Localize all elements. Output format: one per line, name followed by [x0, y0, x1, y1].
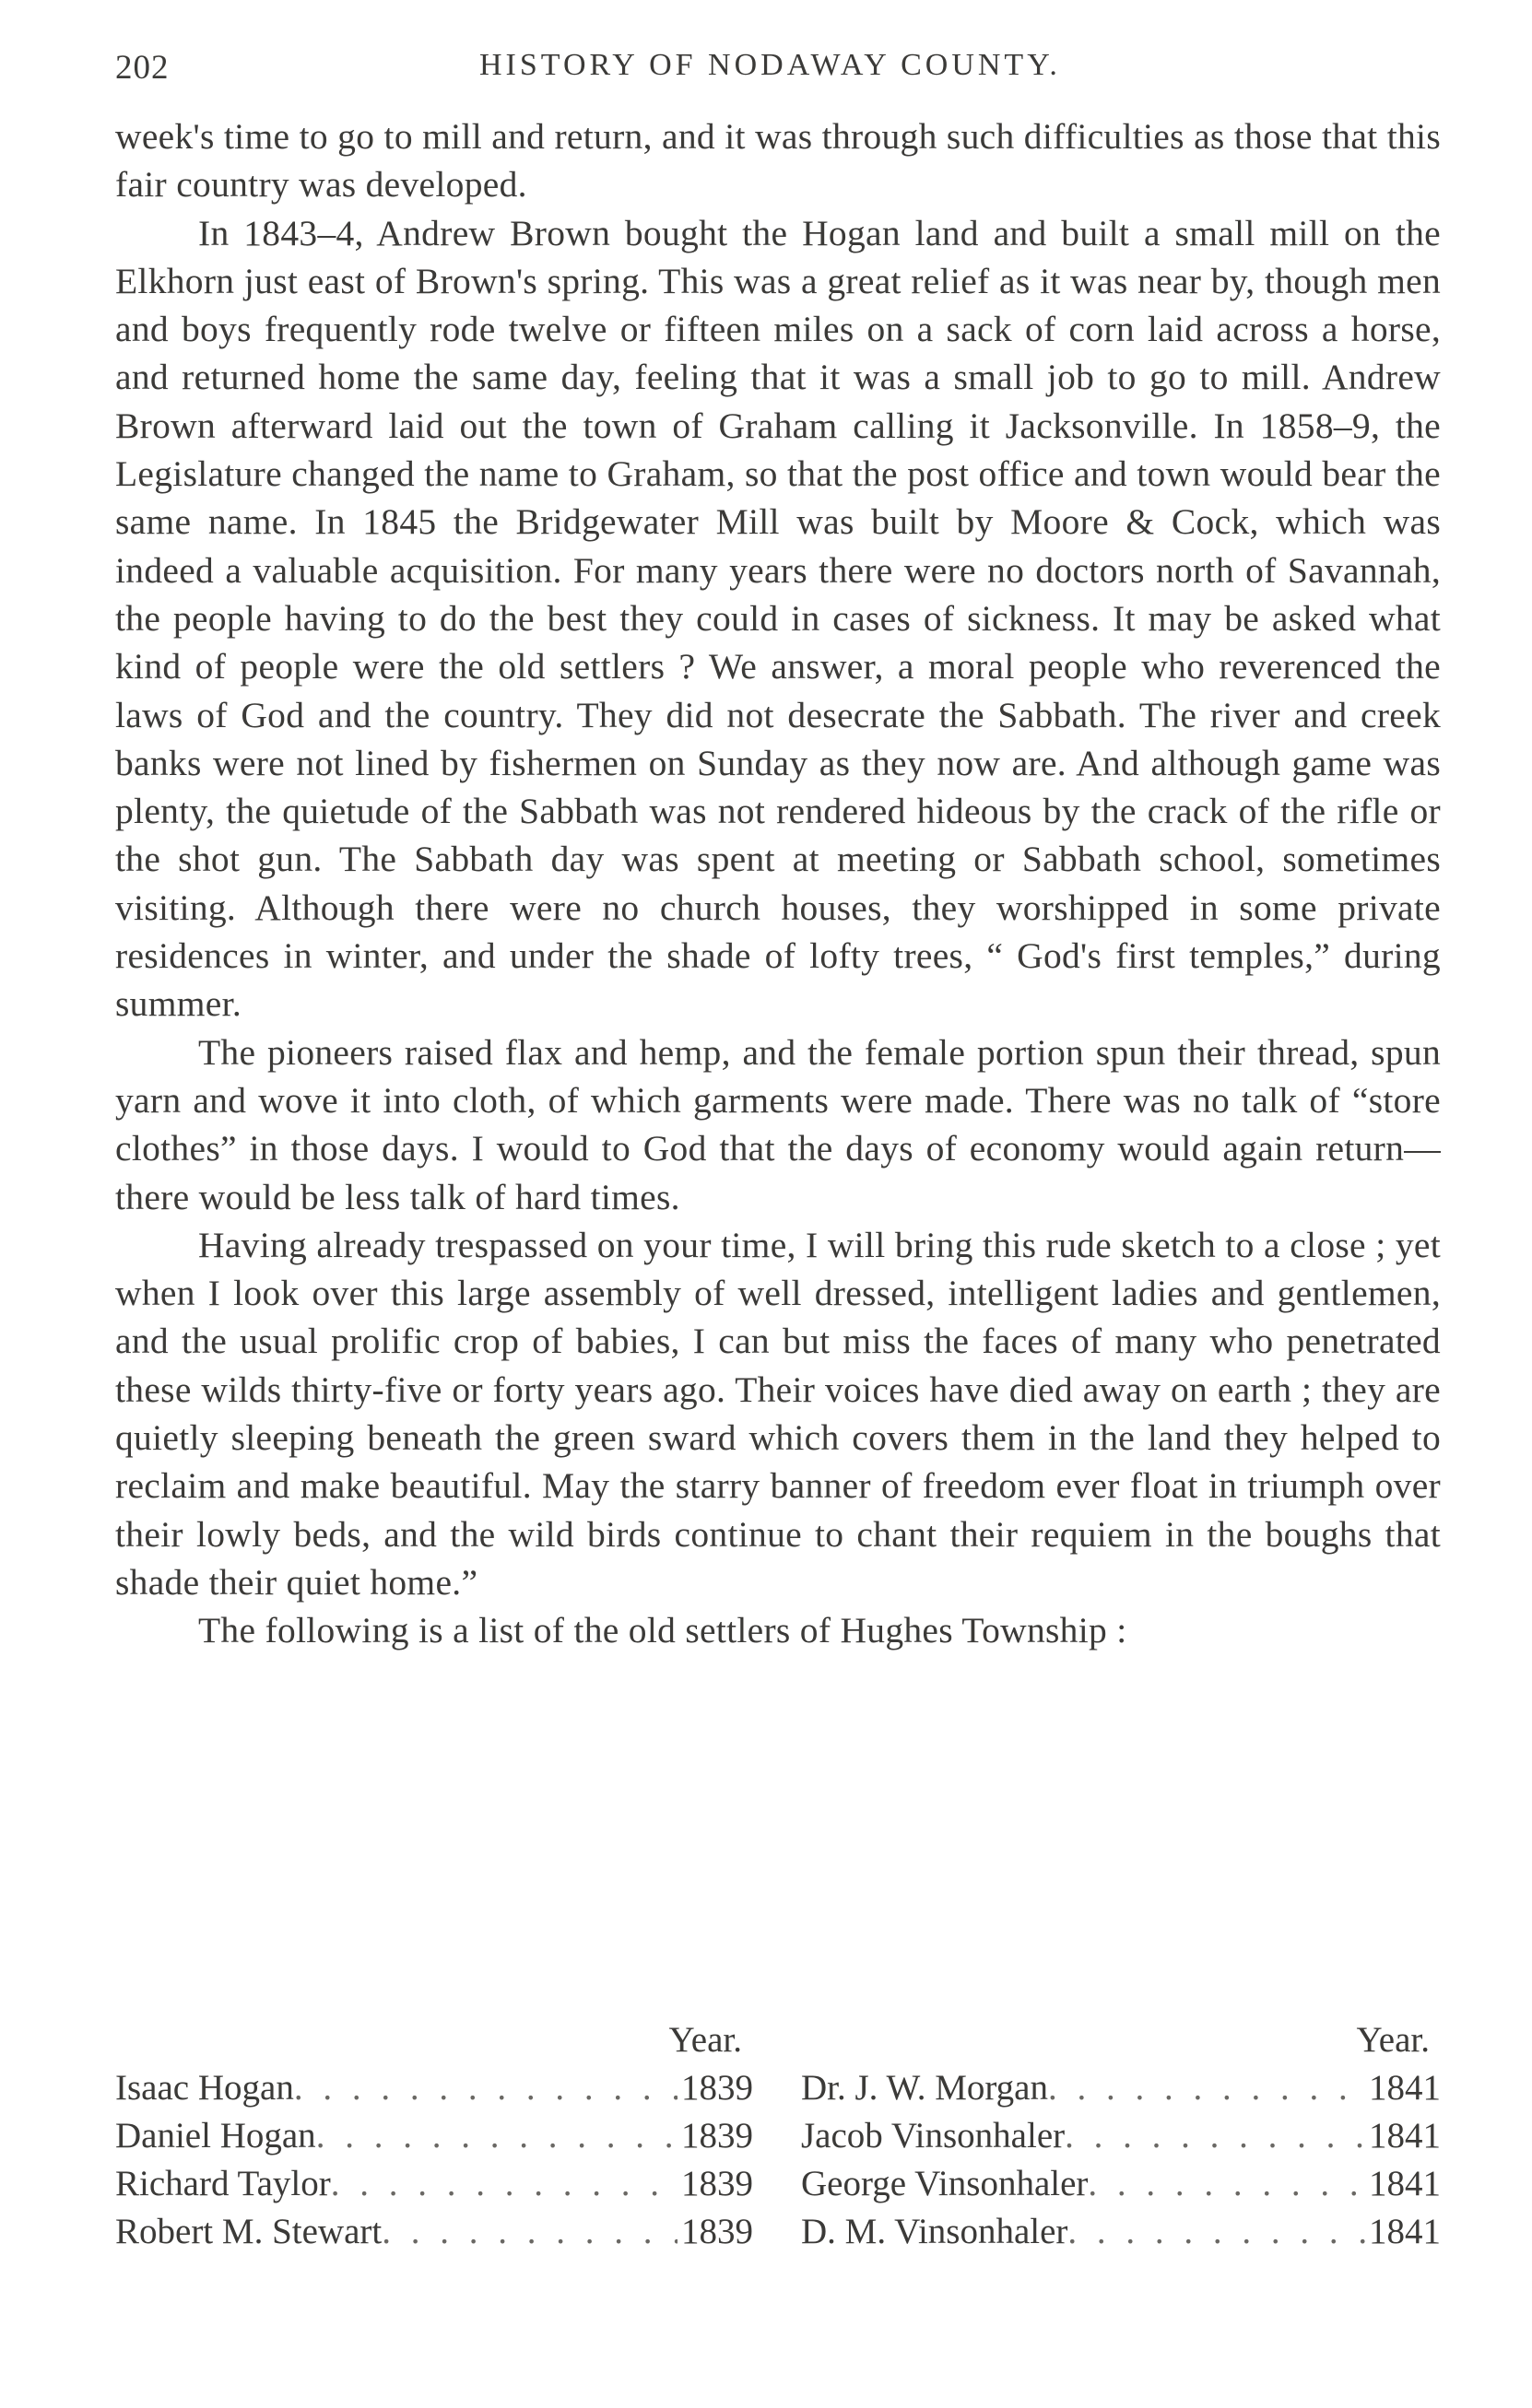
paragraph-closing: Having already trespassed on your time, I will bring this rude sketch to a close ; yet when I look over this large assembly of well dressed, intelligent ladies and gentlemen, and the usual prolific crop of babies, I can but miss the faces of many who penetrated these wilds thirty-five or forty years ago. Their voices have died away on earth ; they are quietly sleeping beneath the green sward which covers them in the land they helped to reclaim and make beautiful. May the starry banner of freedom ever float in triumph over their lowly beds, and the wild birds continue to chant their requiem in the boughs that shade their quiet home.” [115, 1224, 1441, 1603]
running-head: HISTORY OF NODAWAY COUNTY. [479, 48, 1061, 82]
dot-leader [331, 2160, 678, 2208]
settlers-column-left [115, 2016, 753, 2256]
paragraph-list-intro: The following is a list of the old settlers of Hughes Township : [198, 1610, 1127, 1651]
settler-year: 1839 [681, 2164, 753, 2203]
settler-row [115, 2064, 753, 2112]
settler-year: 1841 [1369, 2164, 1441, 2203]
settler-year: 1841 [1369, 2116, 1441, 2155]
dot-leader [1067, 2208, 1365, 2256]
settler-row [115, 2160, 753, 2208]
year-column-header: Year. [668, 2020, 742, 2060]
dot-leader [294, 2064, 678, 2112]
body-text [115, 112, 1441, 1655]
settler-name: Isaac Hogan [115, 2068, 294, 2108]
settler-name: George Vinsonhaler [801, 2164, 1089, 2203]
dot-leader [316, 2112, 678, 2160]
settler-row [801, 2064, 1441, 2112]
settler-name: Daniel Hogan [115, 2116, 316, 2155]
paragraph-continuation: week's time to go to mill and return, and it was through such difficulties as those that this fair country was developed. [115, 116, 1441, 206]
dot-leader [1065, 2112, 1365, 2160]
dot-leader [382, 2208, 678, 2256]
page-number: 202 [115, 49, 170, 87]
settler-row [801, 2208, 1441, 2256]
settler-name: D. M. Vinsonhaler [801, 2212, 1068, 2251]
settler-row [801, 2160, 1441, 2208]
settler-year: 1841 [1369, 2212, 1441, 2251]
settler-row [115, 2112, 753, 2160]
settler-row [115, 2208, 753, 2256]
settler-year: 1839 [681, 2116, 753, 2155]
settler-name: Dr. J. W. Morgan [801, 2068, 1048, 2108]
settler-row [801, 2112, 1441, 2160]
settler-name: Jacob Vinsonhaler [801, 2116, 1066, 2155]
year-column-header: Year. [1356, 2020, 1430, 2060]
page-header [115, 48, 1443, 103]
paragraph-mill-history: In 1843–4, Andrew Brown bought the Hogan land and built a small mill on the Elkhorn just east of Brown's spring. This was a great relief as it was near by, though men and boys frequently rode twelve or fifteen miles on a sack of corn laid across a horse, and returned home the same day, feeling that it was a small job to go to mill. Andrew Brown afterward laid out the town of Graham calling it Jacksonville. In 1858–9, the Legislature changed the name to Graham, so that the post office and town would bear the same name. In 1845 the Bridgewater Mill was built by Moore & Cock, which was indeed a valuable acquisition. For many years there were no doctors north of Savannah, the people having to do the best they could in cases of sickness. It may be asked what kind of people were the old settlers ? We answer, a moral people who reverenced the laws of God and the country. They did not desecrate the Sabbath. The river and creek banks were not lined by fishermen on Sunday as they now are. And although game was plenty, the quietude of the Sabbath was not rendered hideous by the crack of the rifle or the shot gun. The Sabbath day was spent at meeting or Sabbath school, sometimes visiting. Although there were no church houses, they worshipped in some private residences in winter, and under the shade of lofty trees, “ God's first temples,” during summer. [115, 212, 1441, 1025]
settler-name: Robert M. Stewart [115, 2212, 383, 2251]
paragraph-pioneers: The pioneers raised flax and hemp, and the female portion spun their thread, spun yarn and wove it into cloth, of which garments were made. There was no talk of “store clothes” in those days. I would to God that the days of economy would again return—there would be less talk of hard times. [115, 1031, 1441, 1217]
dot-leader [1048, 2064, 1365, 2112]
settler-name: Richard Taylor [115, 2164, 331, 2203]
settler-year: 1839 [681, 2068, 753, 2108]
settler-year: 1841 [1369, 2068, 1441, 2108]
settlers-column-right [801, 2016, 1441, 2256]
dot-leader [1088, 2160, 1365, 2208]
settler-year: 1839 [681, 2212, 753, 2251]
